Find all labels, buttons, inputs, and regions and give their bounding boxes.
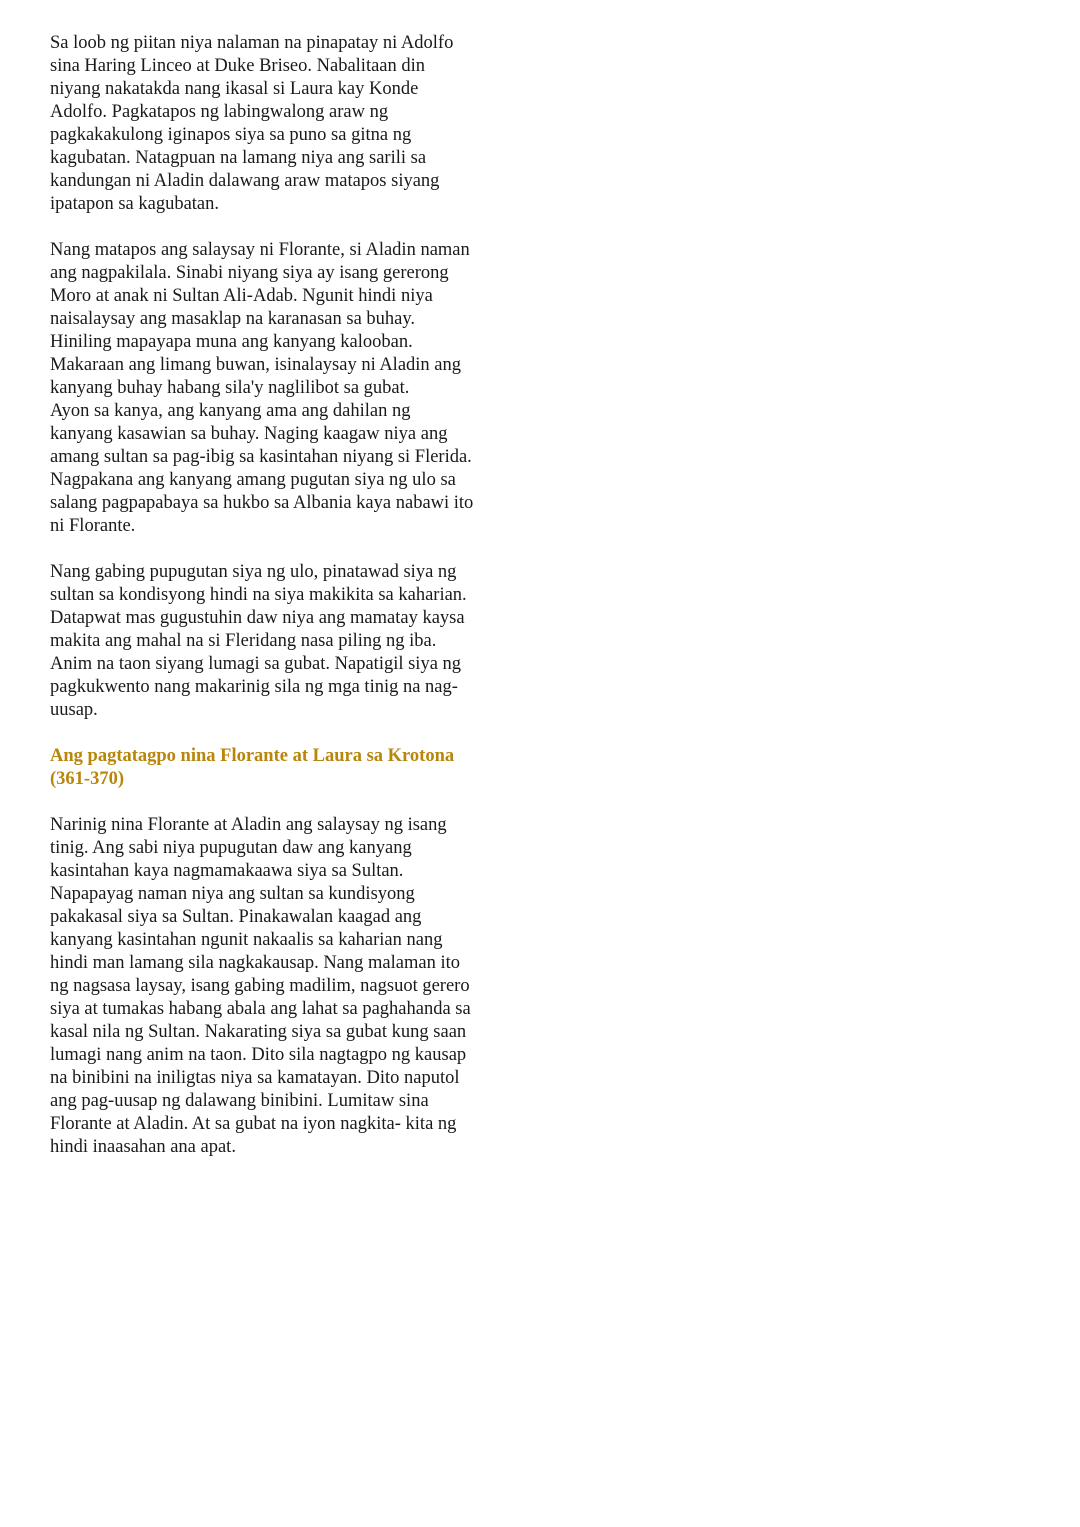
paragraph-aladin-introduction: Nang matapos ang salaysay ni Florante, si Aladin naman ang nagpakilala. Sinabi niyang siya ay isang gererong Moro at anak ni Sultan Ali-Adab. Ngunit hindi niya naisalaysay ang masaklap na karanasan sa buhay. Hiniling mapayapa muna ang kanyang kalooban. Makaraan ang limang buwan, isinalaysay ni Aladin ang kanyang buhay habang sila'y naglilibot sa gubat. Ayon sa kanya, ang kanyang ama ang dahilan ng kanyang kasawian sa buhay. Naging kaagaw niya ang amang sultan sa pag-ibig sa kasintahan niyang si Flerida. Nagpakana ang kanyang amang pugutan siya ng ulo sa salang pagpapabaya sa hukbo sa Albania kaya nabawi ito ni Florante. — [50, 240, 474, 536]
paragraph-adolfo-imprisonment: Sa loob ng piitan niya nalaman na pinapatay ni Adolfo sina Haring Linceo at Duke Briseo. Nabalitaan din niyang nakatakda nang ikasal si Laura kay Konde Adolfo. Pagkatapos ng labingwalong araw ng pagkakakulong iginapos siya sa puno sa gitna ng kagubatan. Natagpuan na lamang niya ang sarili sa kandungan ni Aladin dalawang araw matapos siyang ipatapon sa kagubatan. — [50, 33, 454, 214]
document-page — [50, 32, 520, 1182]
paragraph-meeting-in-forest: Narinig nina Florante at Aladin ang salaysay ng isang tinig. Ang sabi niya pupugutan daw ang kanyang kasintahan kaya nagmamakaawa siya sa Sultan. Napapayag naman niya ang sultan sa kundisyong pakakasal siya sa Sultan. Pinakawalan kaagad ang kanyang kasintahan ngunit nakaalis sa kaharian nang hindi man lamang sila nagkakausap. Nang malaman ito ng nagsasa laysay, isang gabing madilim, nagsuot gerero siya at tumakas habang abala ang lahat sa paghahanda sa kasal nila ng Sultan. Nakarating siya sa gubat kung saan lumagi nang anim na taon. Dito sila nagtagpo ng kausap na binibini na iniligtas niya sa kamatayan. Dito naputol ang pag-uusap ng dalawang binibini. Lumitaw sina Florante at Aladin. At sa gubat na iyon nagkita- kita ng hindi inaasahan ana apat. — [50, 815, 471, 1157]
section-heading: Ang pagtatagpo nina Florante at Laura sa Krotona (361-370) — [50, 746, 455, 789]
paragraph-aladin-exile: Nang gabing pupugutan siya ng ulo, pinatawad siya ng sultan sa kondisyong hindi na siya makikita sa kaharian. Datapwat mas gugustuhin daw niya ang mamatay kaysa makita ang mahal na si Fleridang nasa piling ng iba. Anim na taon siyang lumagi sa gubat. Napatigil siya ng pagkukwento nang makarinig sila ng mga tinig na nag- uusap. — [50, 562, 467, 720]
